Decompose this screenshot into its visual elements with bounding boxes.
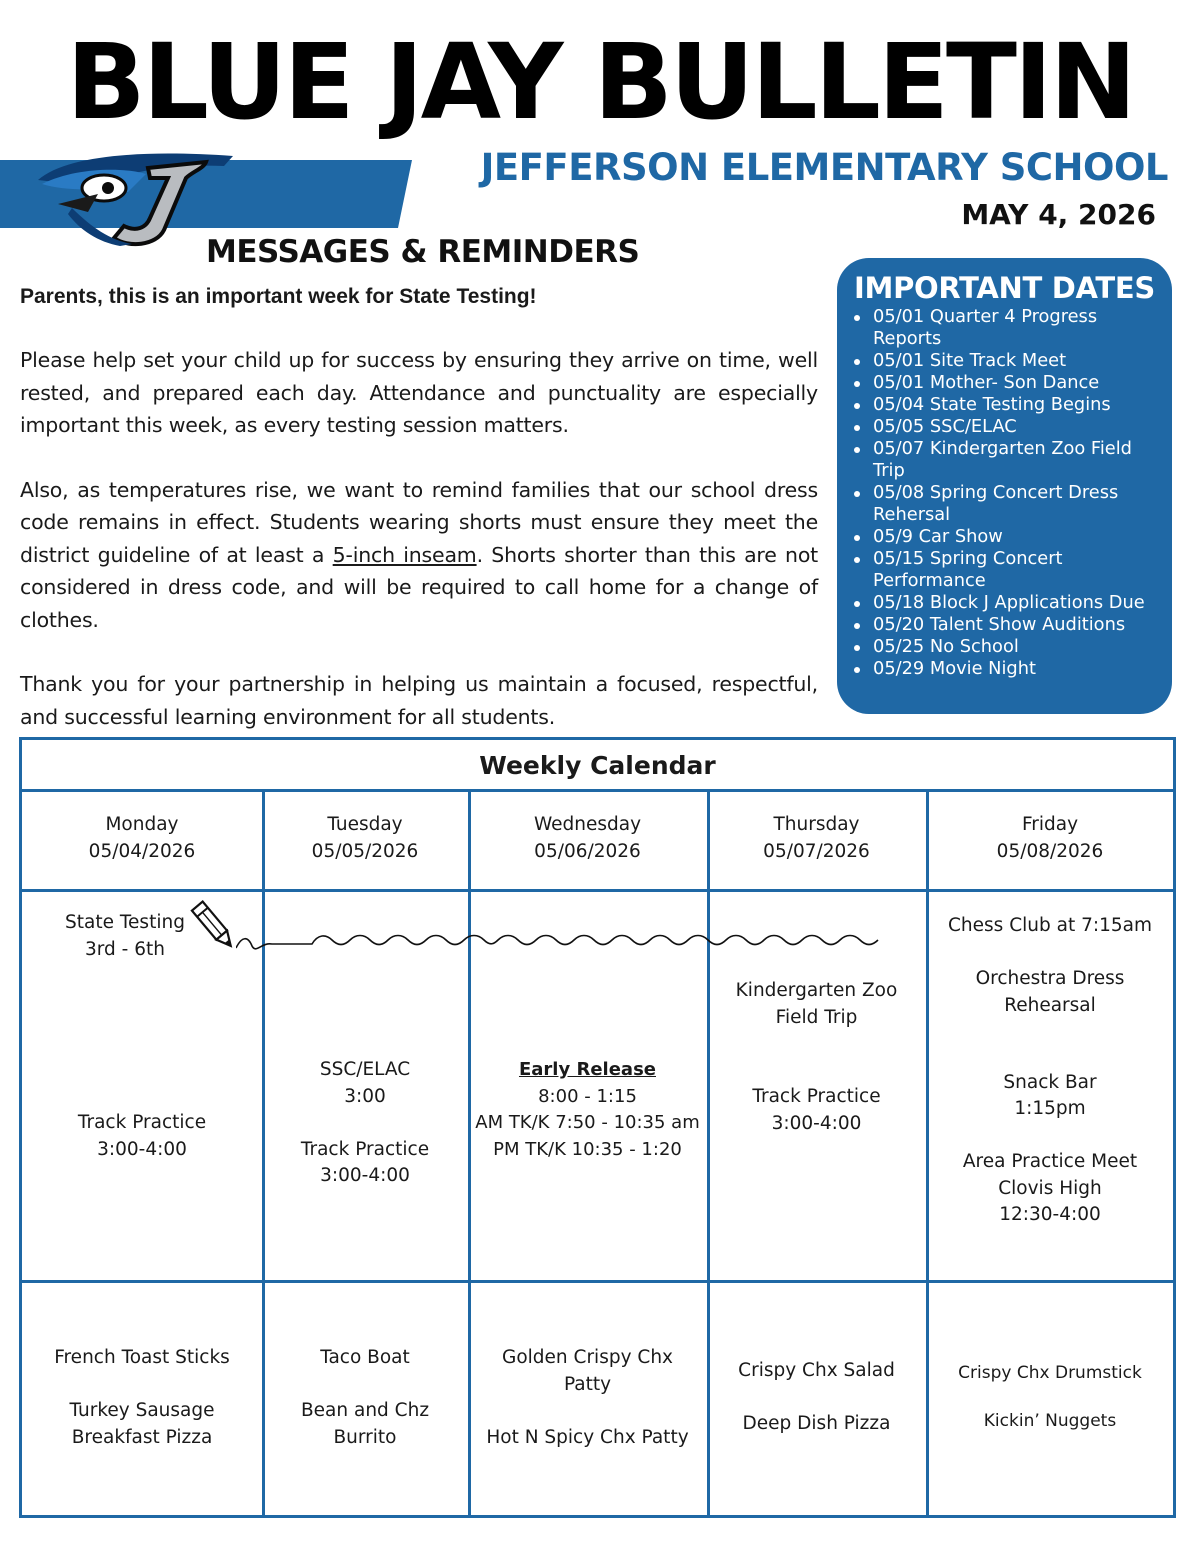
day-header-tuesday (262, 812, 468, 865)
menu-item: Hot N Spicy Chx Patty (486, 1426, 689, 1448)
activity-line: 3:00 (344, 1085, 386, 1107)
school-name: JEFFERSON ELEMENTARY SCHOOL (480, 146, 1168, 189)
day-date: 05/06/2026 (534, 840, 641, 862)
activity-line: Track Practice (77, 1112, 207, 1133)
activity-line: SSC/ELAC (319, 1059, 411, 1080)
day-header-thursday (707, 812, 926, 865)
day-name: Monday (105, 814, 179, 835)
day-name: Friday (1021, 814, 1079, 835)
list-item: 05/9 Car Show (851, 526, 1158, 548)
activity-line: 3:00-4:00 (320, 1165, 410, 1186)
important-dates-heading: IMPORTANT DATES (854, 271, 1155, 305)
day-date: 05/08/2026 (996, 840, 1104, 862)
activity-line: 3:00-4:00 (97, 1138, 187, 1160)
activity-line: 8:00 - 1:15 (538, 1085, 637, 1107)
menu-item: French Toast Sticks (54, 1347, 230, 1368)
list-item: 05/08 Spring Concert Dress Rehersal (851, 482, 1158, 526)
activity-line: Area Practice Meet (962, 1151, 1138, 1172)
day-header-wednesday (468, 812, 707, 865)
list-item: 05/25 No School (851, 636, 1158, 658)
messages-section (20, 282, 818, 733)
lunch-tuesday (262, 1345, 468, 1451)
activity-line: Track Practice (752, 1086, 881, 1107)
menu-item: Bean and Chz (300, 1400, 430, 1421)
bulletin-title: BLUE JAY BULLETIN (66, 21, 1134, 143)
list-item: 05/20 Talent Show Auditions (851, 614, 1158, 636)
activity-line: Snack Bar (1003, 1071, 1097, 1093)
day-date: 05/04/2026 (88, 840, 196, 862)
list-item: 05/05 SSC/ELAC (851, 416, 1158, 438)
list-item: 05/04 State Testing Begins (851, 394, 1158, 416)
day-date: 05/07/2026 (763, 840, 870, 862)
calendar-title: Weekly Calendar (22, 740, 1173, 792)
menu-item: Turkey Sausage (69, 1400, 215, 1421)
menu-item: Patty (563, 1373, 612, 1395)
messages-paragraph-dress-code (20, 474, 818, 637)
testing-duration-squiggle (236, 926, 886, 956)
bulletin-date: MAY 4, 2026 (961, 198, 1156, 231)
lunch-thursday (707, 1358, 926, 1438)
state-testing-note (50, 910, 200, 963)
dress-code-text-end: . Shorts shorter than this are not considered in dress code, and will be required to call home for a change of clothes. (20, 542, 818, 632)
pencil-icon (190, 898, 238, 954)
menu-item: Breakfast Pizza (71, 1426, 213, 1448)
menu-item: Deep Dish Pizza (742, 1413, 891, 1434)
dress-code-text: Also, as temperatures rise, we want to remind families that our school dress code remains in effect. Students wearing shorts must ensure they meet the district guideline of at least a (20, 477, 818, 567)
day-date: 05/05/2026 (311, 840, 419, 862)
menu-item: Taco Boat (320, 1347, 410, 1368)
activity-line: PM TK/K 10:35 - 1:20 (493, 1138, 682, 1160)
list-item: 05/01 Mother- Son Dance (851, 372, 1158, 394)
menu-item: Crispy Chx Drumstick (958, 1363, 1142, 1383)
menu-item: Golden Crispy Chx (502, 1347, 673, 1368)
day-header-monday (22, 812, 262, 865)
inseam-underline: 5-inch inseam (332, 542, 477, 567)
menu-item: Crispy Chx Salad (738, 1360, 895, 1381)
row-divider (22, 1280, 1173, 1283)
state-testing-grades: 3rd - 6th (85, 938, 165, 960)
wednesday-activities (468, 1057, 707, 1163)
friday-activities (926, 913, 1174, 1229)
day-header-friday (926, 812, 1174, 865)
important-dates-box (837, 258, 1172, 714)
activity-line: 1:15pm (1014, 1098, 1086, 1119)
lunch-monday (22, 1345, 262, 1451)
activity-line: Clovis High (998, 1177, 1102, 1199)
activity-line: Rehearsal (1004, 994, 1096, 1016)
day-name: Tuesday (327, 814, 403, 835)
messages-heading: MESSAGES & REMINDERS (206, 234, 640, 270)
menu-item: Kickin’ Nuggets (983, 1411, 1117, 1431)
list-item: 05/15 Spring Concert Performance (851, 548, 1158, 592)
important-dates-list (851, 306, 1158, 680)
activity-line: AM TK/K 7:50 - 10:35 am (475, 1112, 700, 1133)
activity-line: Track Practice (300, 1138, 430, 1160)
activity-line: Chess Club at 7:15am (948, 915, 1152, 936)
activity-line: Field Trip (775, 1006, 858, 1028)
menu-item: Burrito (333, 1426, 397, 1448)
blue-jay-logo-icon (28, 148, 238, 248)
state-testing-label: State Testing (65, 912, 185, 933)
list-item: 05/18 Block J Applications Due (851, 592, 1158, 614)
day-name: Thursday (773, 814, 860, 835)
monday-activities (22, 1110, 262, 1163)
activity-line: 12:30-4:00 (999, 1204, 1101, 1225)
list-item: 05/29 Movie Night (851, 658, 1158, 680)
tuesday-activities (262, 1057, 468, 1190)
messages-paragraph-attendance: Please help set your child up for success by ensuring they arrive on time, well rested, and prepared each day. Attendance and punctuality are especially important this week, as every testing session matters. (20, 348, 818, 437)
messages-paragraph-thanks: Thank you for your partnership in helping us maintain a focused, respectful, and successful learning environment for all students. (20, 672, 818, 729)
lunch-friday (926, 1361, 1174, 1433)
activity-line: Orchestra Dress (975, 968, 1125, 989)
activity-line: Kindergarten Zoo (735, 980, 898, 1001)
list-item: 05/01 Quarter 4 Progress Reports (851, 306, 1158, 350)
list-item: 05/01 Site Track Meet (851, 350, 1158, 372)
lunch-wednesday (468, 1345, 707, 1451)
list-item: 05/07 Kindergarten Zoo Field Trip (851, 438, 1158, 482)
day-name: Wednesday (533, 814, 642, 835)
thursday-activities (707, 978, 926, 1137)
early-release-heading: Early Release (518, 1059, 656, 1080)
row-divider (22, 889, 1173, 892)
messages-lead: Parents, this is an important week for State Testing! (20, 285, 537, 308)
activity-line: 3:00-4:00 (771, 1112, 862, 1134)
